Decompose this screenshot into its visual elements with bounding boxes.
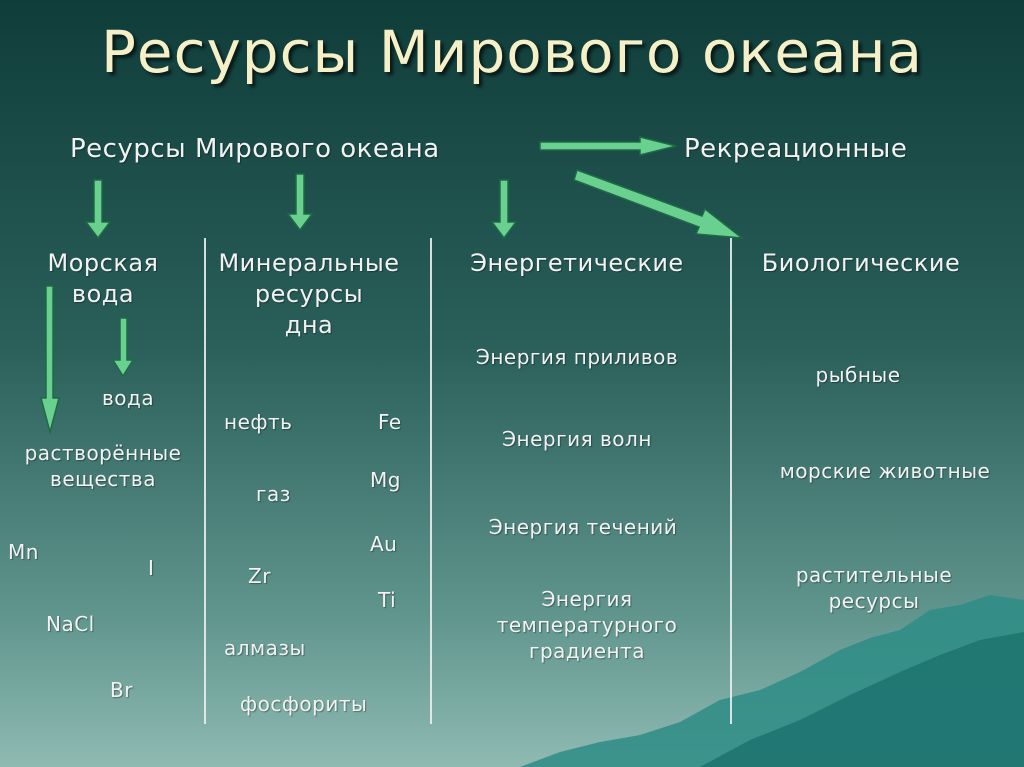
energy-currents: Энергия течений	[488, 515, 678, 539]
mineral-ti: Ti	[378, 588, 397, 612]
column-divider-3	[730, 238, 732, 724]
element-br: Br	[110, 678, 133, 702]
arrow-down-water	[113, 318, 133, 376]
column-divider-2	[430, 238, 432, 724]
mineral-phosphorites: фосфориты	[240, 692, 368, 716]
recreational-node: Рекреационные	[684, 134, 908, 164]
arrow-down-sea-water	[86, 180, 110, 238]
element-nacl: NaCl	[46, 612, 95, 636]
arrow-diagonal	[574, 170, 742, 238]
column-divider-1	[204, 238, 206, 724]
mineral-zr: Zr	[248, 564, 271, 588]
energy-tides: Энергия приливов	[475, 345, 679, 369]
arrow-right	[540, 137, 676, 155]
root-node: Ресурсы Мирового океана	[70, 134, 440, 164]
biological-heading: Биологические	[761, 249, 961, 277]
bio-plant-resources: растительные ресурсы	[795, 563, 953, 613]
mineral-heading: Минеральные ресурсы дна	[218, 249, 400, 340]
mineral-mg: Mg	[370, 468, 401, 492]
mineral-oil: нефть	[224, 410, 293, 434]
mineral-fe: Fe	[378, 410, 402, 434]
mineral-au: Au	[370, 532, 398, 556]
arrow-down-energy	[492, 180, 516, 238]
mineral-gas: газ	[256, 482, 291, 506]
bio-sea-animals: морские животные	[779, 459, 991, 483]
arrow-down-mineral	[288, 174, 312, 230]
water-label: вода	[102, 386, 155, 410]
page-title: Ресурсы Мирового океана	[100, 18, 924, 86]
mineral-diamonds: алмазы	[224, 636, 306, 660]
energy-heading: Энергетические	[470, 249, 684, 277]
energy-waves: Энергия волн	[502, 427, 652, 451]
sea-water-heading: Морская вода	[47, 249, 159, 309]
element-i: I	[148, 556, 155, 580]
dissolved-label: растворённые вещества	[24, 441, 182, 491]
element-mn: Mn	[8, 540, 39, 564]
bio-fish: рыбные	[815, 363, 901, 387]
energy-thermal-gradient: Энергия температурного градиента	[496, 587, 678, 663]
